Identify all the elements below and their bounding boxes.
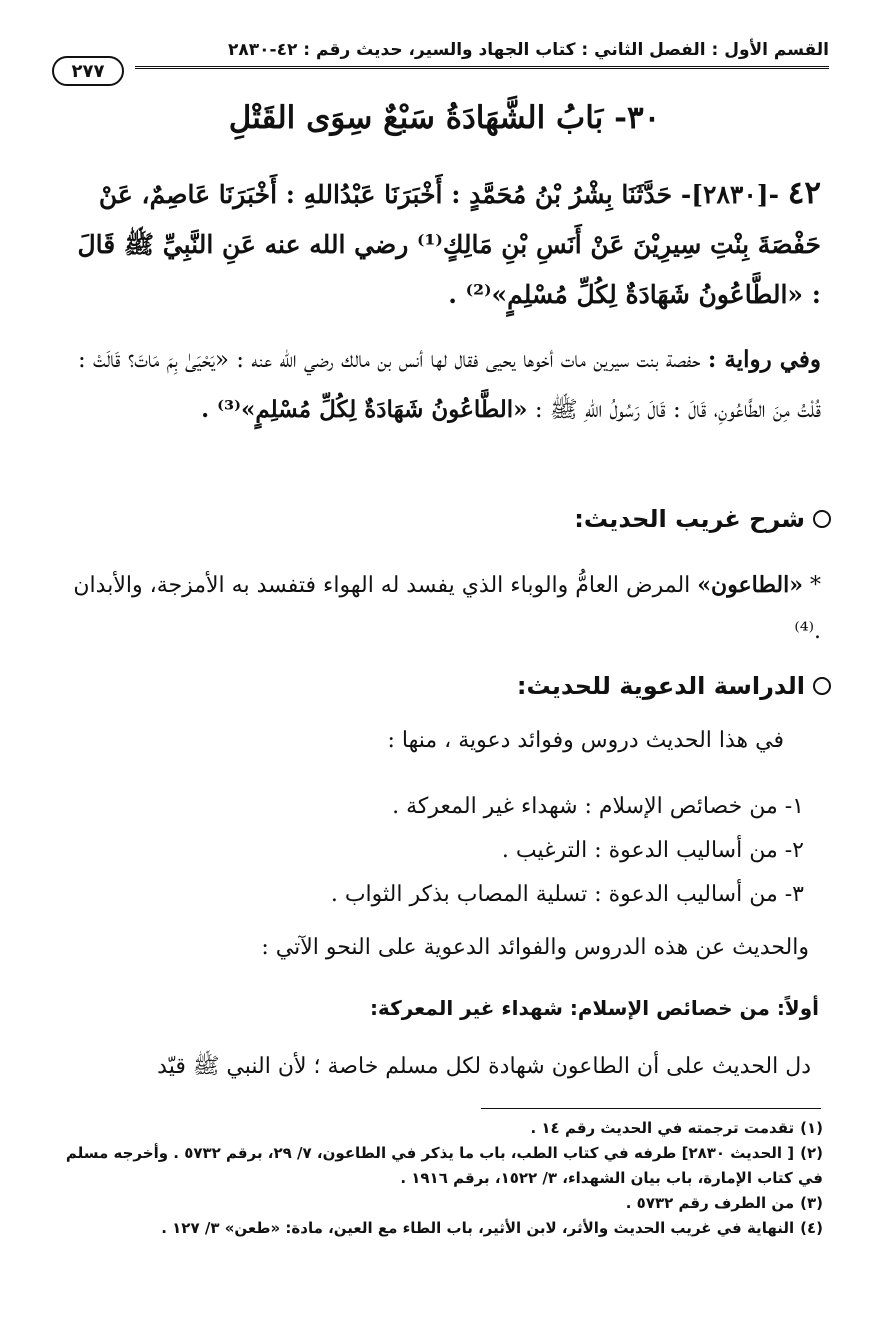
hadith-text — [62, 168, 821, 320]
hadith-chain: حَدَّثَنَا بِشْرُ بْنُ مُحَمَّدٍ : أَخْبَرَنَا عَبْدُاللهِ : أَخْبَرَنَا عَاصِمٌ، عَنْ حَفْصَةَ بِنْتِ سِيرِيْنَ عَنْ أَنَسِ بْنِ مَالِكٍ⁽¹⁾ رضي الله عنه عَنِ النَّبِيِّ ﷺ قَالَ : — [77, 180, 821, 309]
section-heading-dawah — [62, 672, 831, 700]
footnote-mark: (١) — [800, 1119, 823, 1137]
dawah-closing: والحديث عن هذه الدروس والفوائد الدعوية على النحو الآتي : — [261, 935, 809, 960]
footnote-text: [ الحديث ٢٨٣٠] طرفه في كتاب الطب، باب ما يذكر في الطاعون، ٧/ ٢٩، برقم ٥٧٣٢ . وأخرجه مسلم في كتاب الإمارة، باب بيان الشهداء، ٣/ ١٥٢٢، برقم ١٩١٦ . — [65, 1144, 823, 1187]
section-heading-text: الدراسة الدعوية للحديث: — [516, 672, 805, 700]
gharib-explanation — [62, 562, 821, 655]
header-rule — [135, 66, 829, 69]
page-number-badge: ٢٧٧ — [52, 56, 124, 86]
running-header: القسم الأول : الفصل الثاني : كتاب الجهاد والسير، حديث رقم : ٤٢-٢٨٣٠ — [228, 40, 829, 60]
list-item: ٣- من أساليب الدعوة : تسلية المصاب بذكر الثواب . — [330, 882, 804, 907]
narration-lead: وفي رواية : — [707, 346, 821, 373]
lessons-list — [331, 785, 804, 917]
hadith-number: ٤٢ — [787, 175, 821, 211]
hadith-quote: «الطَّاعُونُ شَهَادَةٌ لِكُلِّ مُسْلِمٍ»⁽²⁾ . — [448, 280, 804, 309]
footnote — [62, 1191, 823, 1216]
circle-bullet-icon — [813, 510, 831, 528]
alternate-narration — [62, 335, 821, 435]
footnote-mark: (٤) — [800, 1219, 823, 1237]
footnote-divider — [481, 1108, 821, 1109]
footnotes — [62, 1116, 823, 1241]
defined-term: «الطاعون» — [697, 572, 803, 598]
star-icon: * — [810, 573, 821, 598]
chapter-title: ٣٠- بَابُ الشَّهَادَةُ سَبْعٌ سِوَى القَتْلِ — [228, 100, 661, 136]
footnote-text: النهاية في غريب الحديث والأثر، لابن الأثير، باب الطاء مع العين، مادة: «طعن» ٣/ ١٢٧ . — [161, 1219, 795, 1237]
footnote-text: تقدمت ترجمته في الحديث رقم ١٤ . — [530, 1119, 795, 1137]
footnote-mark: (٣) — [800, 1194, 823, 1212]
footnote — [62, 1141, 823, 1191]
dawah-intro: في هذا الحديث دروس وفوائد دعوية ، منها : — [387, 728, 784, 753]
footnote — [62, 1216, 823, 1241]
narration-quote: «الطَّاعُونُ شَهَادَةٌ لِكُلِّ مُسْلِمٍ»⁽³⁾ . — [201, 396, 528, 423]
footnote — [62, 1116, 823, 1141]
list-item: ١- من خصائص الإسلام : شهداء غير المعركة . — [392, 794, 804, 819]
list-item: ٢- من أساليب الدعوة : الترغيب . — [501, 838, 804, 863]
term-definition: المرض العامُّ والوباء الذي يفسد له الهواء فتفسد به الأمزجة، والأبدان .⁽⁴⁾ — [73, 573, 821, 644]
footnote-mark: (٢) — [800, 1144, 823, 1162]
body-paragraph: دل الحديث على أن الطاعون شهادة لكل مسلم خاصة ؛ لأن النبي ﷺ قيّد — [157, 1054, 811, 1079]
circle-bullet-icon — [813, 677, 831, 695]
section-heading-gharib — [62, 505, 831, 533]
subsection-heading: أولاً: من خصائص الإسلام: شهداء غير المعركة: — [369, 996, 819, 1020]
footnote-text: من الطرف رقم ٥٧٣٢ . — [625, 1194, 795, 1212]
section-heading-text: شرح غريب الحديث: — [574, 505, 805, 533]
hadith-reference: -[٢٨٣٠]- — [680, 180, 779, 209]
narration-text: حفصة بنت سيرين مات أخوها يحيى فقال لها أنس بن مالك رضي الله عنه : «يَحْيَىٰ بِمَ مَاتَ؟ قَالَتْ : قُلْتُ مِنَ الطَّاعُونِ، قَالَ : قَالَ رَسُولُ اللهِ ﷺ : — [77, 347, 821, 423]
